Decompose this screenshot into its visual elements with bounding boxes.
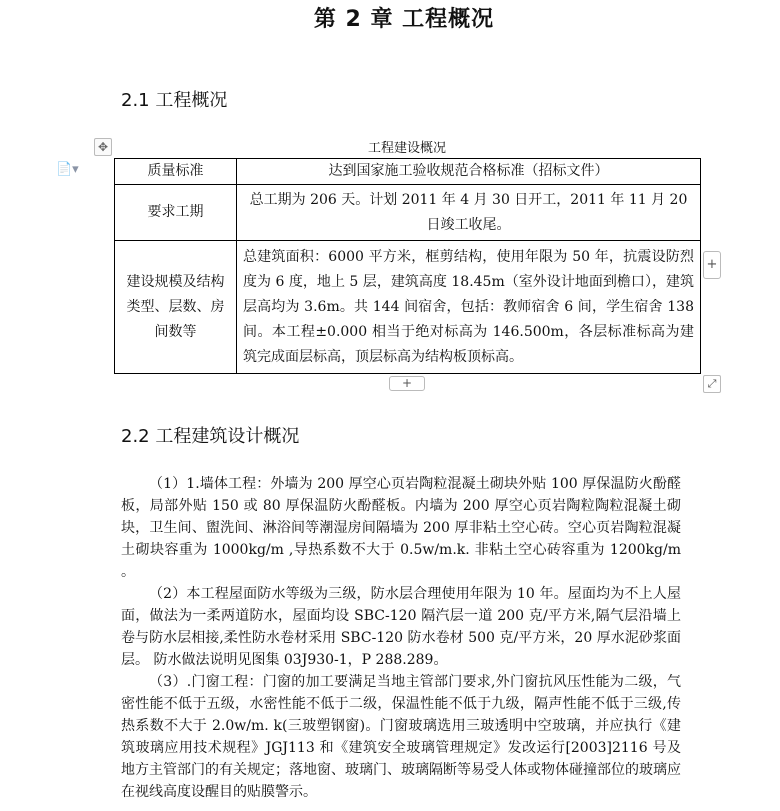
section-heading-2-1: 2.1 工程概况 [121,90,228,111]
table-caption: 工程建设概况 [367,141,446,156]
add-column-button[interactable]: + [703,251,721,279]
section-heading-2-2: 2.2 工程建筑设计概况 [121,426,300,447]
resize-diagonal-icon[interactable]: ⤢ [703,375,721,393]
table-row [115,185,701,241]
table-cell-value[interactable]: 达到国家施工验收规范合格标准（招标文件） [237,159,701,185]
body-text [121,473,681,803]
document-icon[interactable]: 📄▾ [56,162,79,177]
table-row [115,241,701,374]
table-cell-label[interactable]: 质量标准 [115,159,237,185]
paragraph-doors-windows[interactable]: （3）.门窗工程：门窗的加工要满足当地主管部门要求,外门窗抗风压性能为二级，气密性能不低于五级，水密性能不低于二级，保温性能不低于九级，隔声性能不低于三级,传热系数不大于 2.0w/m. k(三玻塑钢窗)。门窗玻璃选用三玻透明中空玻璃，并应执行《建筑玻璃应用技术规程》JGJ113 和《建筑安全玻璃管理规定》发改运行[2003]2116 号及地方主管部门的有关规定；落地窗、玻璃门、玻璃隔断等易受人体或物体碰撞部位的玻璃应在视线高度设醒目的贴膜警示。 [121,674,681,800]
add-row-button[interactable]: + [389,376,425,391]
table-cell-value[interactable]: 总建筑面积：6000 平方米，框剪结构，使用年限为 50 年，抗震设防烈度为 6 度，地上 5 层，建筑高度 18.45m（室外设计地面到檐口），建筑层高均为 3.6m。共 144 间宿舍，包括：教师宿舍 6 间，学生宿舍 138 间。本工程±0.000 相当于绝对标高为 146.500m，各层标准标高为建筑完成面层标高，顶层标高为结构板顶标高。 [237,241,701,374]
table-cell-label[interactable]: 要求工期 [115,185,237,241]
paragraph-wall-works[interactable]: （1）1.墙体工程：外墙为 200 厚空心页岩陶粒混凝土砌块外贴 100 厚保温防火酚醛板，局部外贴 150 或 80 厚保温防火酚醛板。内墙为 200 厚空心页岩陶粒陶粒混凝土砌块，卫生间、盥洗间、淋浴间等潮湿房间隔墙为 200 厚非粘土空心砖。空心页岩陶粒混凝土砌块容重为 1000kg/m ,导热系数不大于 0.5w/m.k. 非粘土空心砖容重为 1200kg/m 。 [121,476,681,580]
project-overview-table [114,158,701,374]
move-arrows-icon[interactable]: ✥ [94,138,112,156]
table-cell-label[interactable]: 建设规模及结构类型、层数、房间数等 [115,241,237,374]
table-cell-value[interactable]: 总工期为 206 天。计划 2011 年 4 月 30 日开工，2011 年 11 月 20 日竣工收尾。 [237,185,701,241]
chapter-title: 第 2 章 工程概况 [313,7,495,32]
paragraph-roof-waterproofing[interactable]: （2）本工程屋面防水等级为三级，防水层合理使用年限为 10 年。屋面均为不上人屋面，做法为一柔两道防水，屋面均设 SBC-120 隔汽层一道 200 克/平方米,隔气层沿墙上卷与防水层相接,柔性防水卷材采用 SBC-120 防水卷材 500 克/平方米，20 厚水泥砂浆面层。 防水做法说明见图集 03J930-1，P 288.289。 [121,586,681,668]
table-row [115,159,701,185]
